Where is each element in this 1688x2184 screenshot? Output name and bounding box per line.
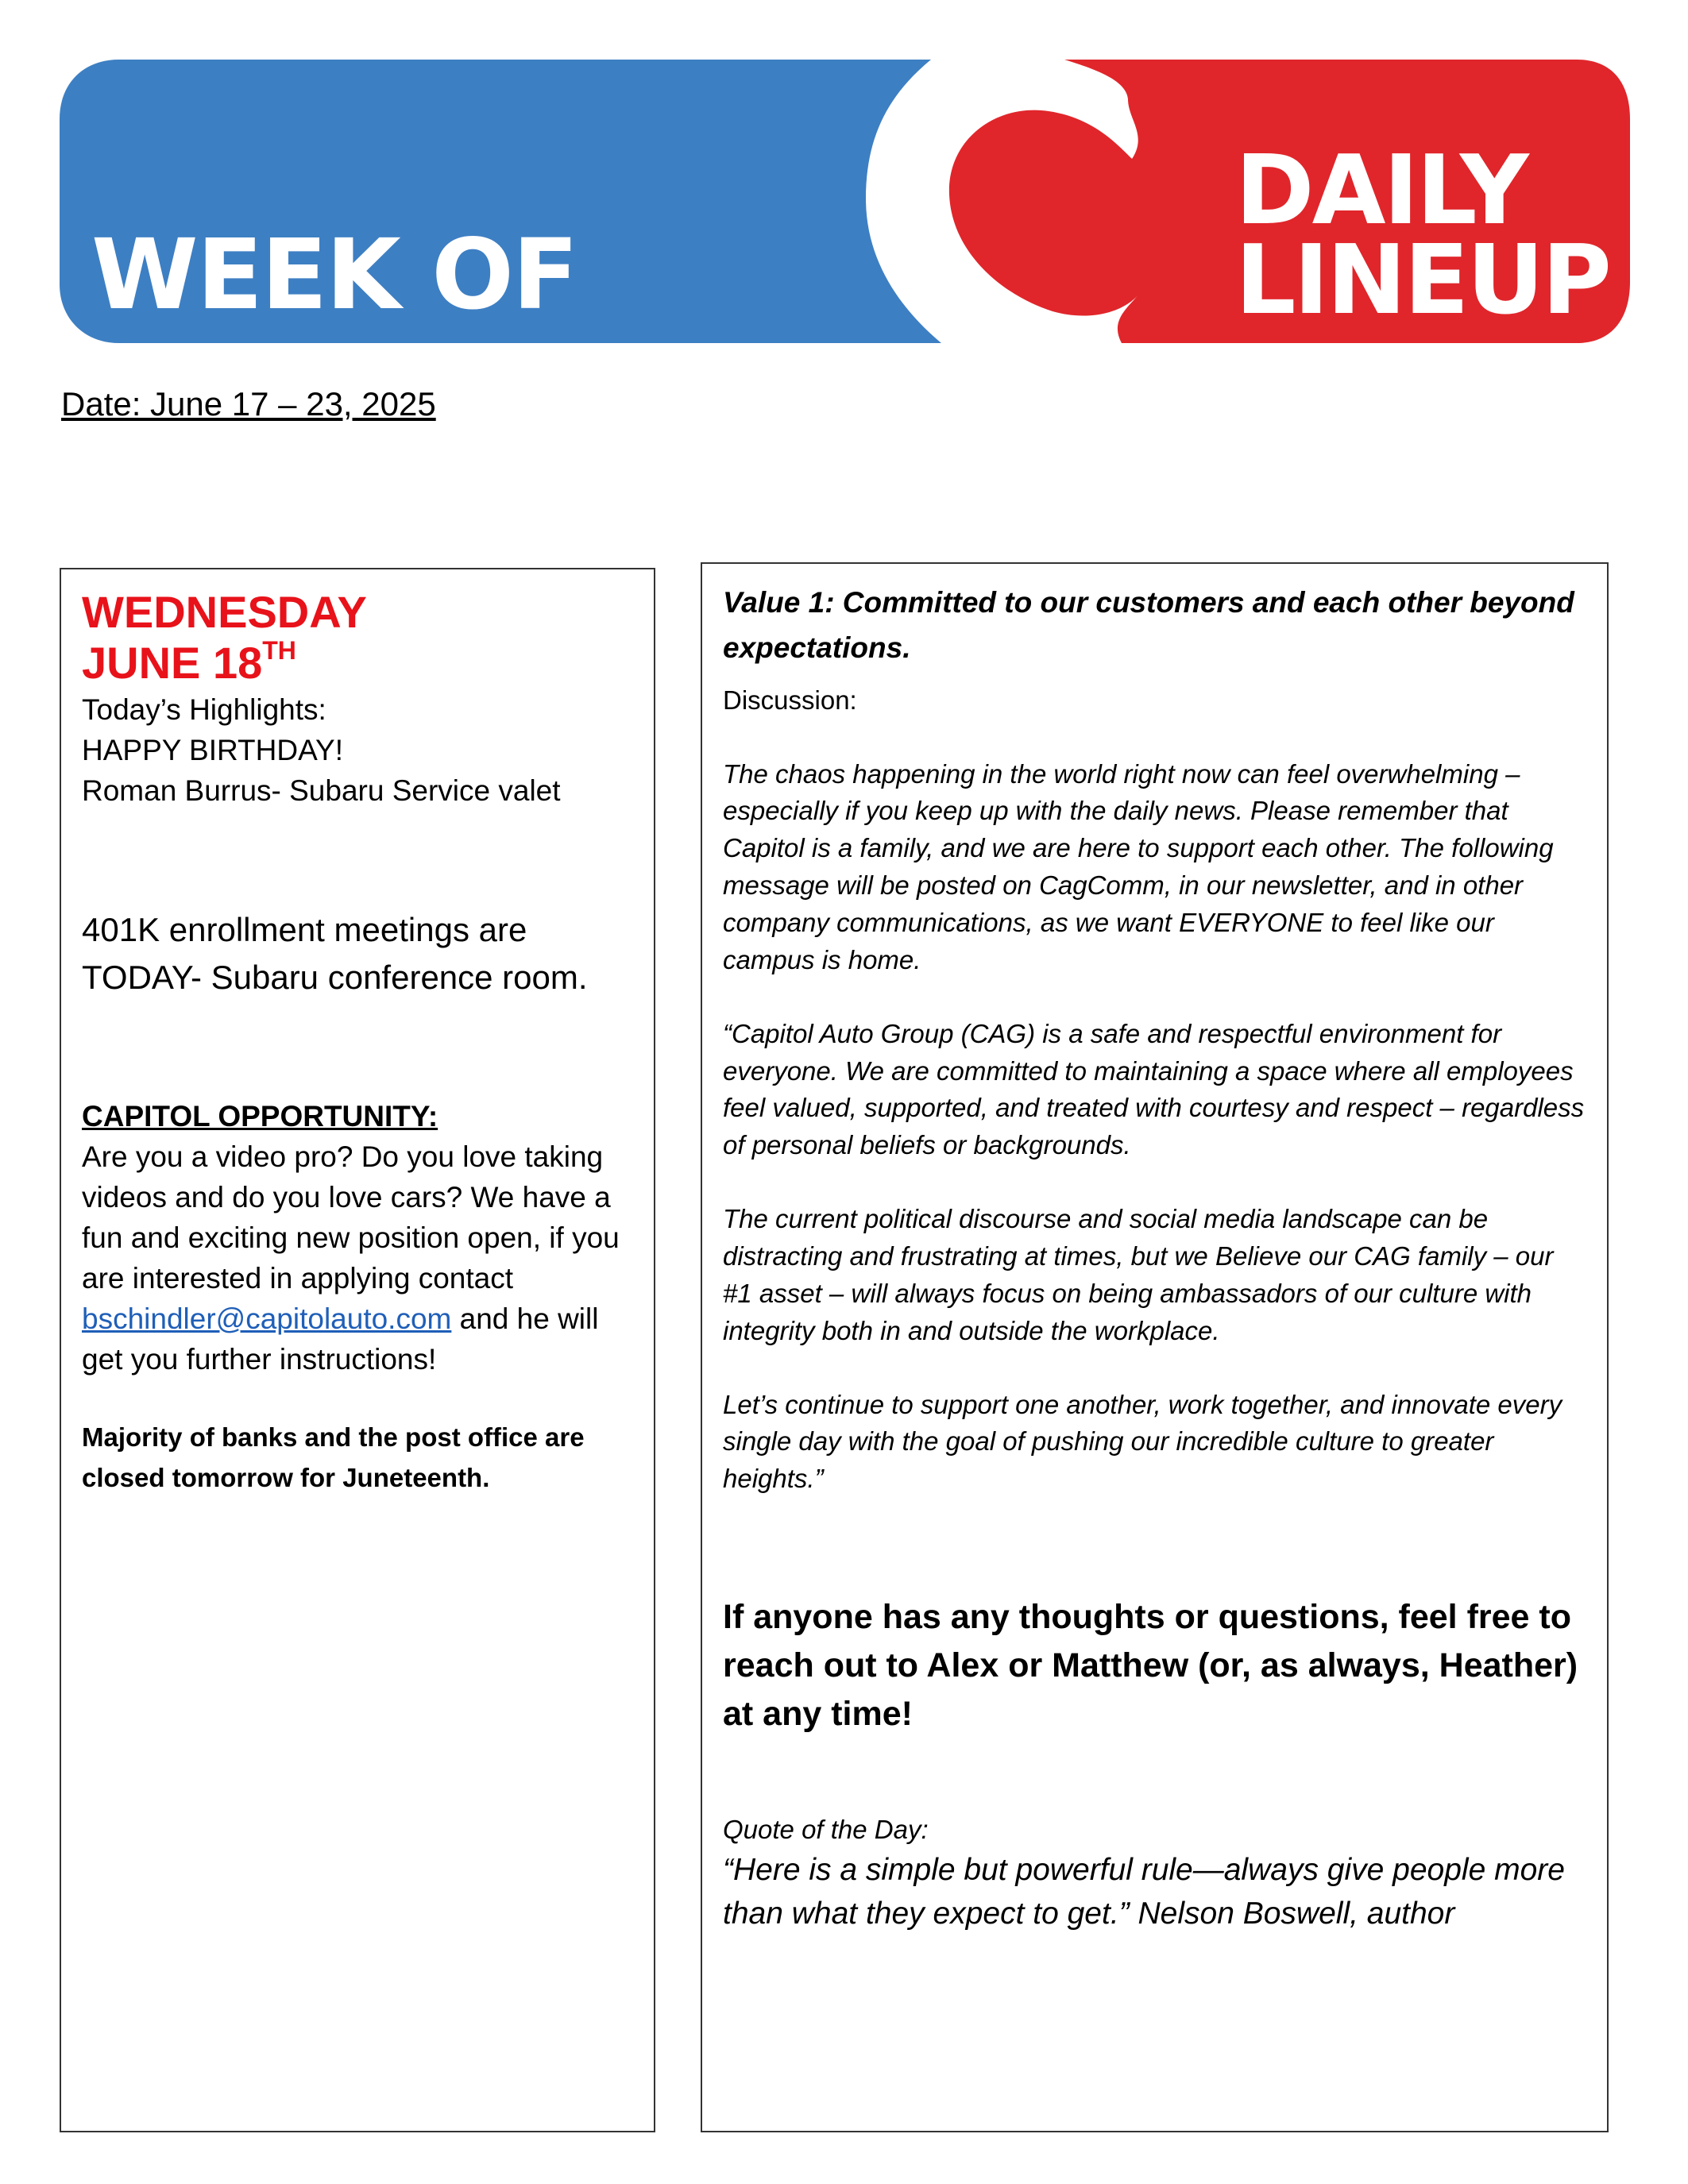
opportunity-text <box>82 1136 633 1379</box>
enrollment-line2: TODAY- Subaru conference room. <box>82 958 588 996</box>
discussion-paragraph-4: Let’s continue to support one another, work together, and innovate every single day with the goal of pushing our incredible culture to greater heights.” <box>723 1389 1562 1494</box>
date-range: Date: June 17 – 23, 2025 <box>61 385 436 423</box>
birthday-label: HAPPY BIRTHDAY! <box>82 733 343 766</box>
daily-lineup-title <box>1235 136 1609 336</box>
week-of-label: WEEK OF <box>91 218 577 331</box>
quote-label: Quote of the Day: <box>723 1815 929 1845</box>
discussion-paragraph-2: “Capitol Auto Group (CAG) is a safe and respectful environment for everyone. We are committed to maintaining a space where all employees feel valued, supported, and treated with courtesy and respect – regardless of personal beliefs or backgrounds. <box>723 1018 1585 1160</box>
quote-text: “Here is a simple but powerful rule—always give people more than what they expect to get.” Nelson Boswell, author <box>723 1853 1565 1931</box>
day-date-suffix: TH <box>262 636 296 666</box>
value-title: Value 1: Committed to our customers and each other beyond expectations. <box>723 586 1574 665</box>
daily-lineup-line1: DAILY <box>1235 136 1527 246</box>
day-date-text: JUNE 18 <box>82 638 263 689</box>
discussion-paragraph-3: The current political discourse and social media landscape can be distracting and frustrating at times, but we Believe our CAG family – our #1 asset – will always focus on being ambassadors of our culture with integrity both in and outside the workplace. <box>723 1204 1554 1345</box>
contact-note: If anyone has any thoughts or questions, feel free to reach out to Alex or Matthew (or, as always, Heather) at any time! <box>723 1598 1578 1734</box>
daily-lineup-line2: LINEUP <box>1235 225 1609 336</box>
opportunity-text-end: and he will get you further instructions! <box>82 1302 599 1376</box>
day-date <box>82 638 633 689</box>
opportunity-heading: CAPITOL OPPORTUNITY: <box>82 1100 438 1133</box>
email-link[interactable]: bschindler@capitolauto.com <box>82 1302 452 1336</box>
opportunity-text-start: Are you a video pro? Do you love taking videos and do you love cars? We have a fun and exciting new position open, if you are interested in applying contact <box>82 1140 620 1295</box>
daily-highlights-panel <box>60 568 655 2132</box>
discussion-label: Discussion: <box>723 685 857 715</box>
birthday-person: Roman Burrus- Subaru Service valet <box>82 774 561 807</box>
header-banner <box>0 0 1688 365</box>
banks-closed-note: Majority of banks and the post office are closed tomorrow for Juneteenth. <box>82 1422 585 1492</box>
day-name: WEDNESDAY <box>82 587 367 637</box>
enrollment-notice <box>82 906 633 1001</box>
value-discussion-panel <box>701 562 1609 2132</box>
enrollment-line1: 401K enrollment meetings are <box>82 910 527 948</box>
day-heading <box>82 587 633 689</box>
discussion-paragraph-1: The chaos happening in the world right now can feel overwhelming – especially if you keep up with the daily news. Please remember that Capitol is a family, and we are here to support each other. The following message will be posted on CagComm, in our newsletter, and in other company communications, as we want EVERYONE to feel like our campus is home. <box>723 758 1554 974</box>
highlights-label: Today’s Highlights: <box>82 693 326 726</box>
